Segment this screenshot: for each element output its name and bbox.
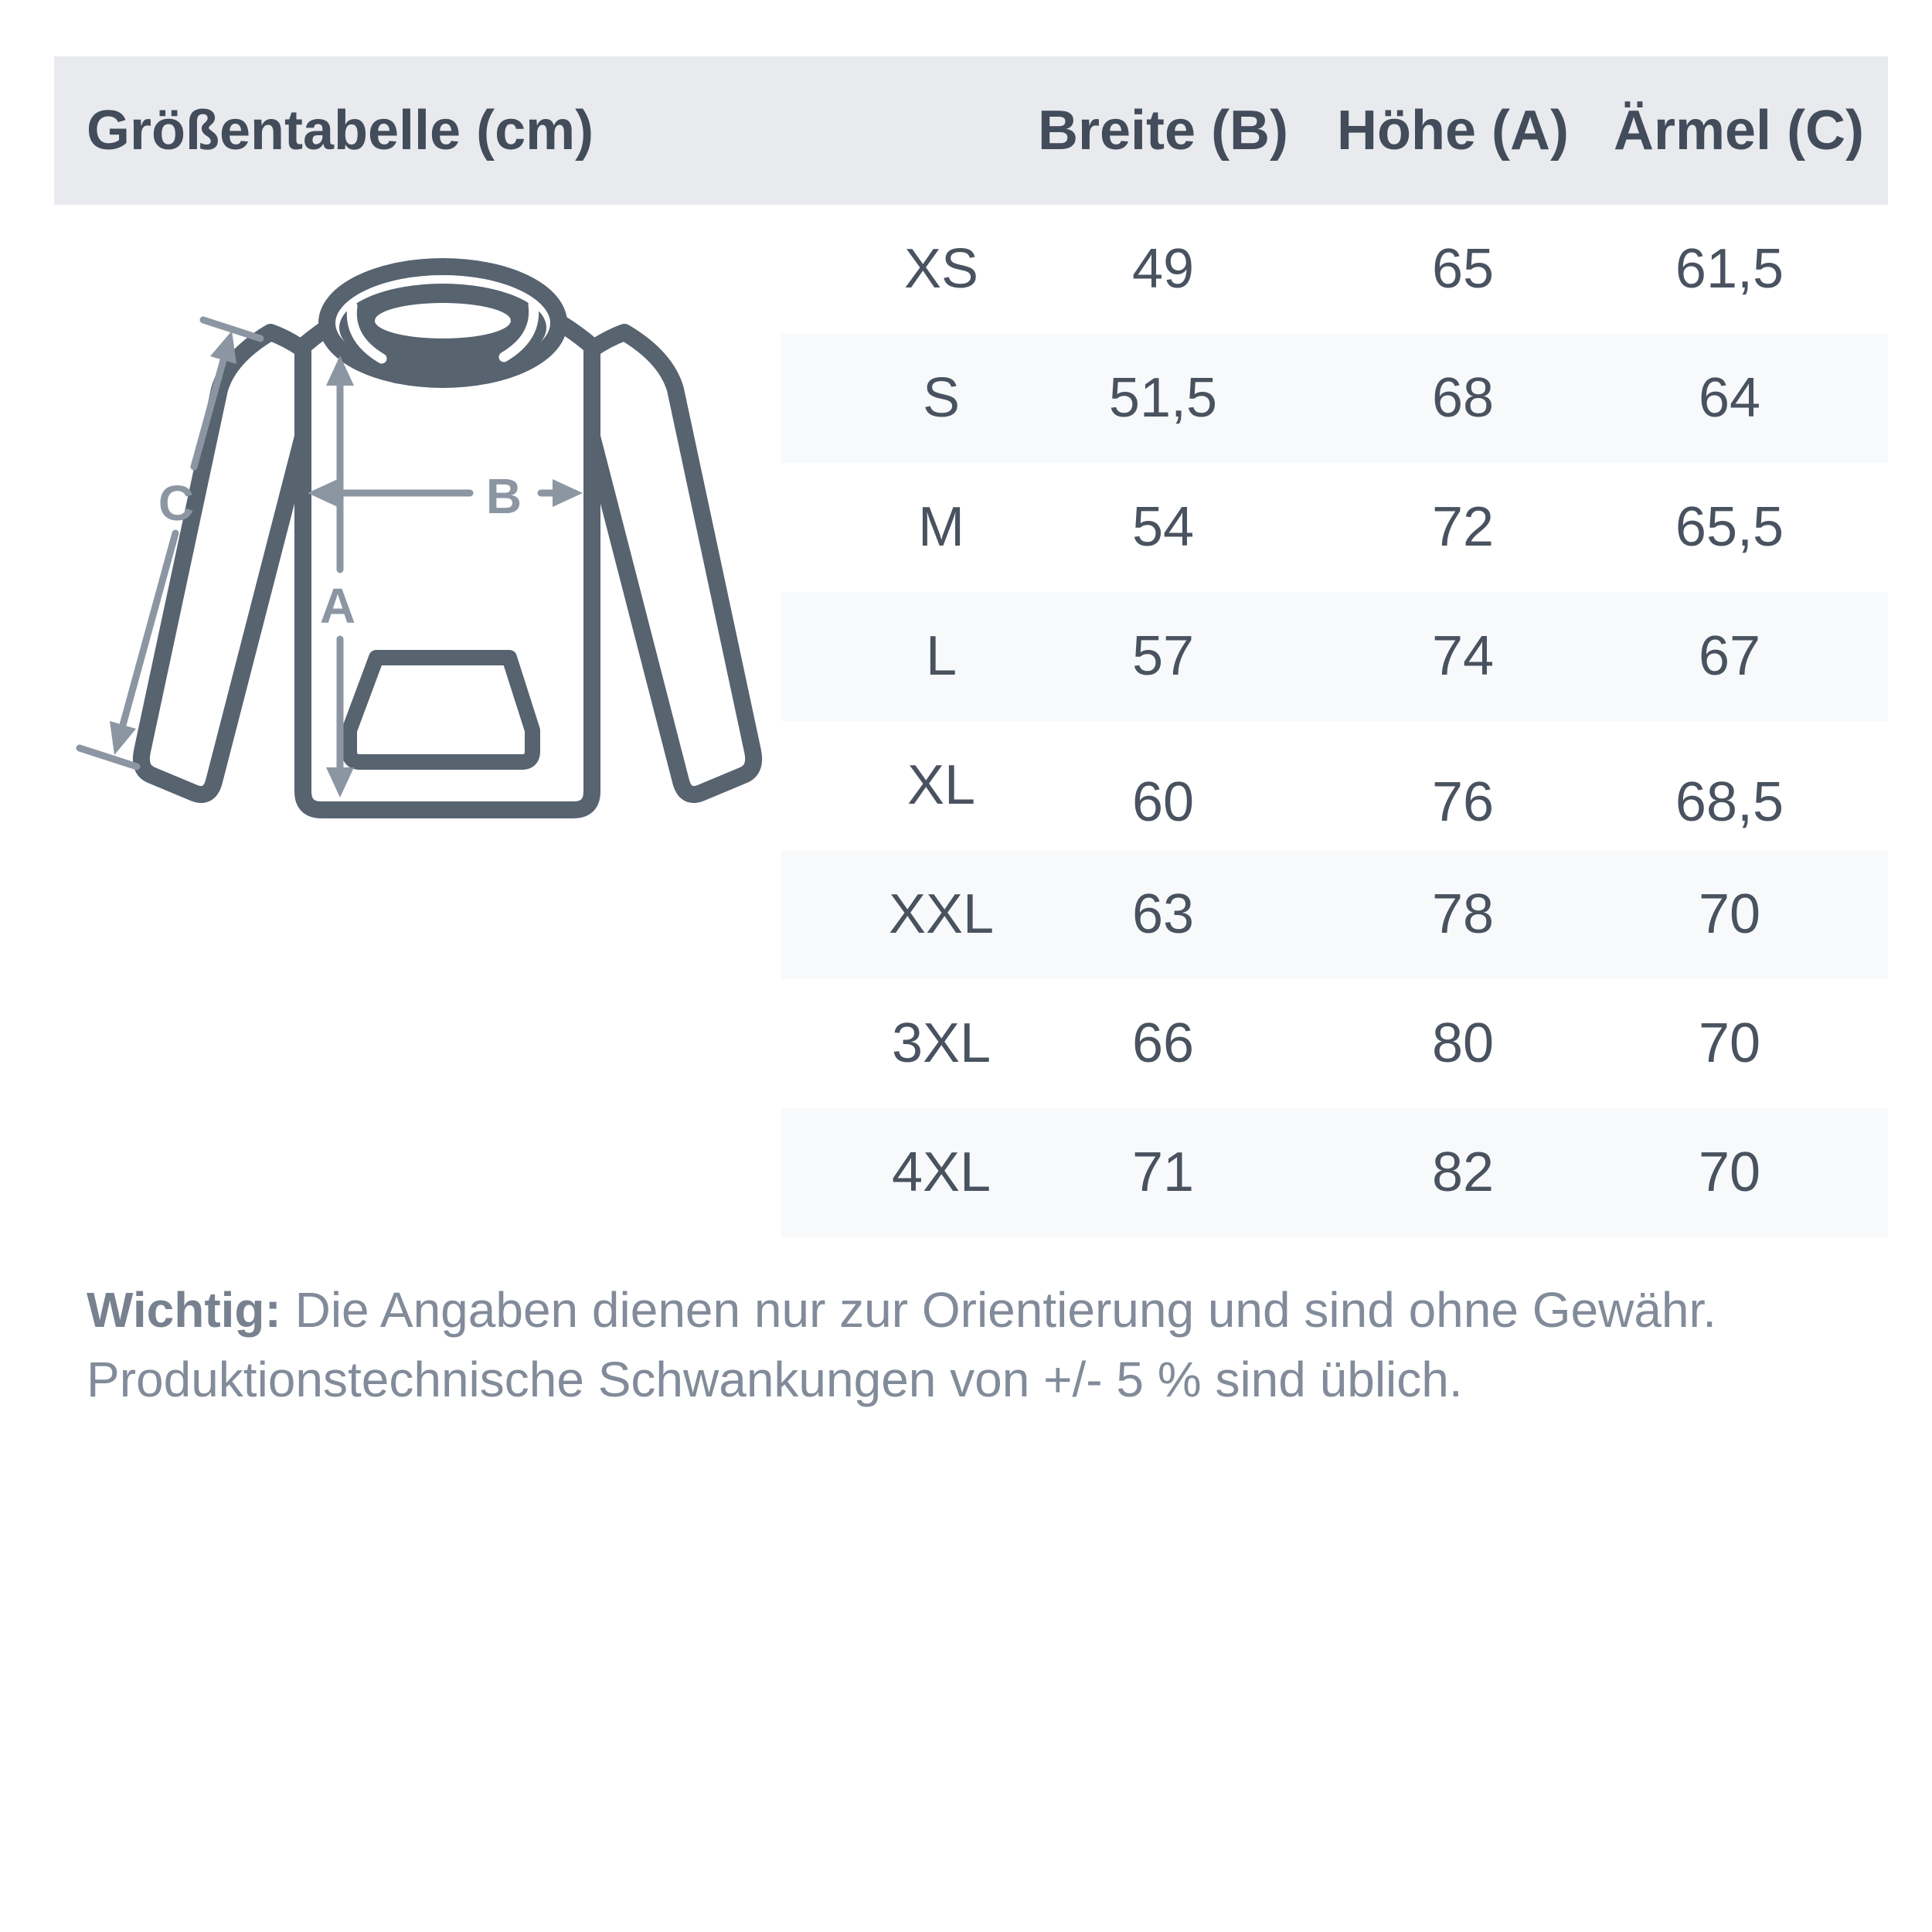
measure-label-b: B <box>485 468 522 524</box>
size-label: M <box>918 496 964 558</box>
hoodie-hood <box>327 267 559 379</box>
table-row-s <box>781 334 1888 463</box>
hoehe-value: 76 <box>1431 771 1495 833</box>
size-chart-header <box>54 56 1888 205</box>
hoehe-value: 78 <box>1431 883 1495 945</box>
size-chart-title: Größentabelle (cm) <box>87 100 594 162</box>
measure-label-a: A <box>319 578 356 634</box>
table-row-3xl <box>781 979 1888 1108</box>
size-label: L <box>925 625 957 687</box>
breite-value: 71 <box>1131 1141 1195 1203</box>
hoehe-value: 65 <box>1431 238 1495 300</box>
disclaimer-note <box>87 1275 1887 1414</box>
aermel-value: 70 <box>1698 883 1761 945</box>
column-header-hoehe: Höhe (A) <box>1337 100 1569 162</box>
size-label: XXL <box>888 883 995 945</box>
hoehe-value: 72 <box>1431 496 1495 558</box>
disclaimer-line-1-text: Die Angaben dienen nur zur Orientierung und sind ohne Gewähr. <box>281 1282 1717 1338</box>
column-header-breite: Breite (B) <box>1037 100 1289 162</box>
size-label: XL <box>906 754 976 816</box>
size-label: S <box>922 367 961 429</box>
breite-value: 57 <box>1131 625 1195 687</box>
breite-value: 66 <box>1131 1012 1195 1074</box>
disclaimer-line-2: Produktionstechnische Schwankungen von +/- 5 % sind üblich. <box>87 1352 1463 1407</box>
aermel-value: 61,5 <box>1675 238 1784 300</box>
table-row-m <box>781 463 1888 592</box>
table-row-xxl <box>781 850 1888 979</box>
hoehe-value: 82 <box>1431 1141 1495 1203</box>
measure-c-cap-bottom <box>80 748 137 767</box>
breite-value: 63 <box>1131 883 1195 945</box>
aermel-value: 67 <box>1698 625 1761 687</box>
hood-opening <box>375 303 511 338</box>
size-label: XS <box>903 238 979 300</box>
measure-label-c: C <box>158 475 195 531</box>
arrowhead-c-down <box>110 721 136 755</box>
hoodie-measurement-diagram <box>46 193 804 935</box>
aermel-value: 65,5 <box>1675 496 1784 558</box>
aermel-value: 68,5 <box>1675 771 1784 833</box>
breite-value: 60 <box>1131 771 1195 833</box>
breite-value: 49 <box>1131 238 1195 300</box>
breite-value: 51,5 <box>1108 367 1218 429</box>
table-row-l <box>781 592 1888 721</box>
size-label: 3XL <box>891 1012 992 1074</box>
column-header-aermel: Ärmel (C) <box>1613 100 1865 162</box>
hoehe-value: 80 <box>1431 1012 1495 1074</box>
hoodie-right-sleeve <box>592 332 753 794</box>
breite-value: 54 <box>1131 496 1195 558</box>
size-label: 4XL <box>891 1141 992 1203</box>
arrowhead-c-up <box>210 331 236 364</box>
table-row-4xl <box>781 1108 1888 1237</box>
hoehe-value: 68 <box>1431 367 1495 429</box>
disclaimer-lead: Wichtig: <box>87 1282 281 1338</box>
disclaimer-line-1 <box>87 1275 1887 1345</box>
table-row-xl <box>781 721 1888 850</box>
hoodie-pocket <box>349 658 532 762</box>
aermel-value: 64 <box>1698 367 1761 429</box>
hoehe-value: 74 <box>1431 625 1495 687</box>
aermel-value: 70 <box>1698 1012 1761 1074</box>
table-row-xs <box>781 205 1888 334</box>
aermel-value: 70 <box>1698 1141 1761 1203</box>
